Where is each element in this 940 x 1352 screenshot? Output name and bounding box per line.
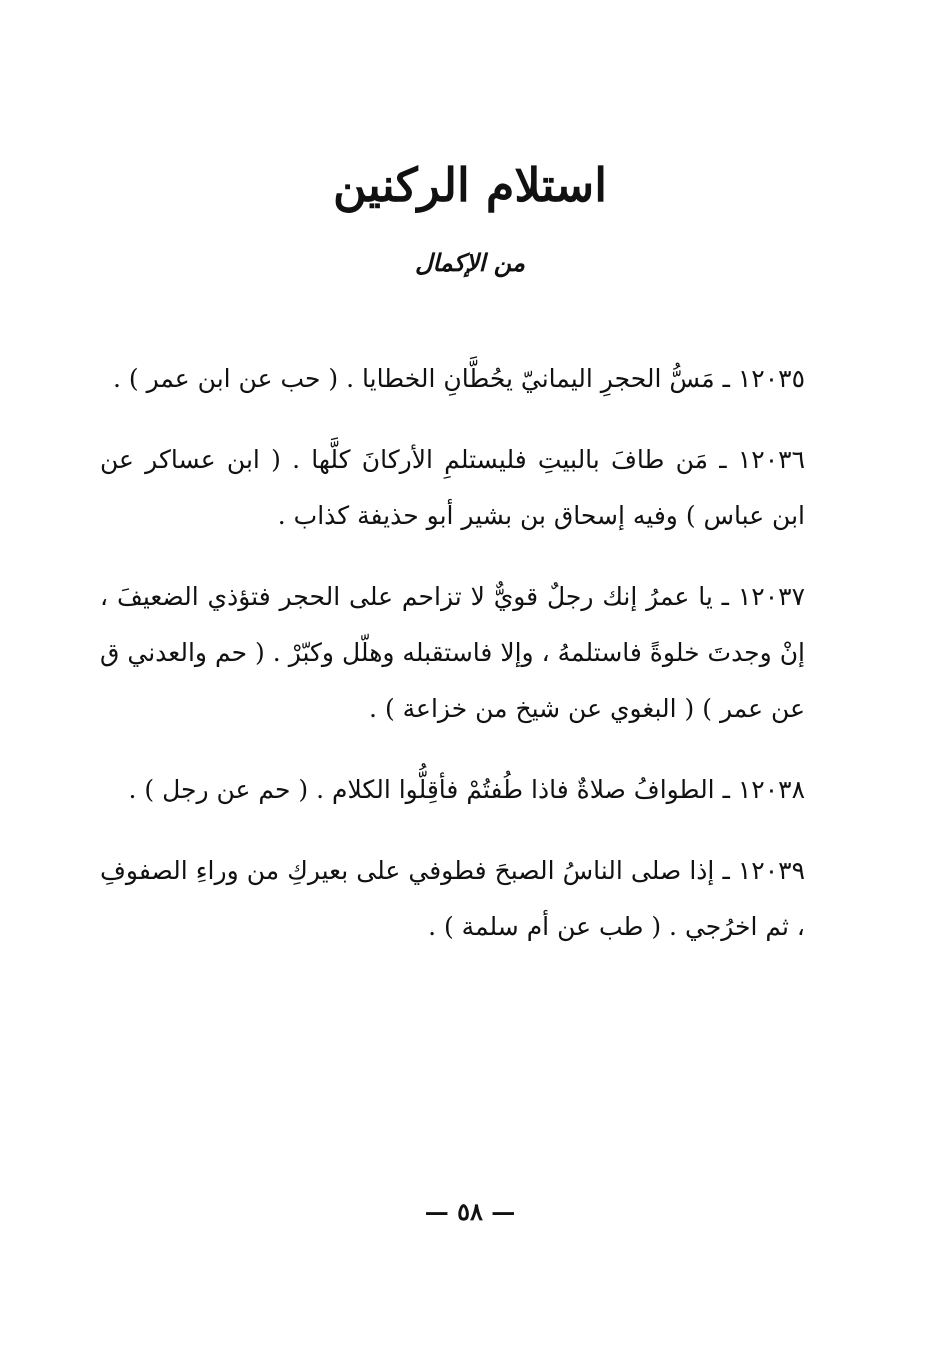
hadith-number: ١٢٠٣٧ <box>737 582 805 611</box>
hadith-entry <box>100 432 805 544</box>
hadith-text: ـ الطوافُ صلاةٌ فاذا طُفتُمْ فأقِلُّوا الكلام . ( حم عن رجل ) . <box>128 775 730 804</box>
hadith-text: ـ مَسُّ الحجرِ اليمانيّ يحُطَّانِ الخطايا . ( حب عن ابن عمر ) . <box>112 364 730 393</box>
hadith-entry <box>100 762 805 818</box>
hadith-text: ـ مَن طافَ بالبيتِ فليستلمِ الأركانَ كلَّها . ( ابن عساكر عن ابن عباس ) وفيه إسحاق بن بشير أبو حذيفة كذاب . <box>100 445 805 530</box>
hadith-number: ١٢٠٣٩ <box>737 856 805 885</box>
page-subtitle: من الإكمال <box>415 248 525 277</box>
hadith-text: ـ إذا صلى الناسُ الصبحَ فطوفي على بعيركِ من وراءِ الصفوفِ ، ثم اخرُجي . ( طب عن أم سلمة ) . <box>100 856 805 941</box>
hadith-number: ١٢٠٣٨ <box>737 775 805 804</box>
hadith-entry <box>100 351 805 407</box>
hadith-list <box>100 326 805 971</box>
page-number: — ٥٨ — <box>424 1197 516 1226</box>
hadith-text: ـ يا عمرُ إنك رجلٌ قويٌّ لا تزاحم على الحجر فتؤذي الضعيفَ ، إنْ وجدتَ خلوةً فاستلمهُ ، وإلا فاستقبله وهلّل وكبّرْ . ( حم والعدني ق عن عمر ) ( البغوي عن شيخ من خزاعة ) . <box>100 582 805 723</box>
page-title: استلام الركنين <box>332 158 607 212</box>
hadith-number: ١٢٠٣٥ <box>737 364 805 393</box>
hadith-entry <box>100 569 805 737</box>
hadith-entry <box>100 843 805 955</box>
hadith-number: ١٢٠٣٦ <box>737 445 805 474</box>
